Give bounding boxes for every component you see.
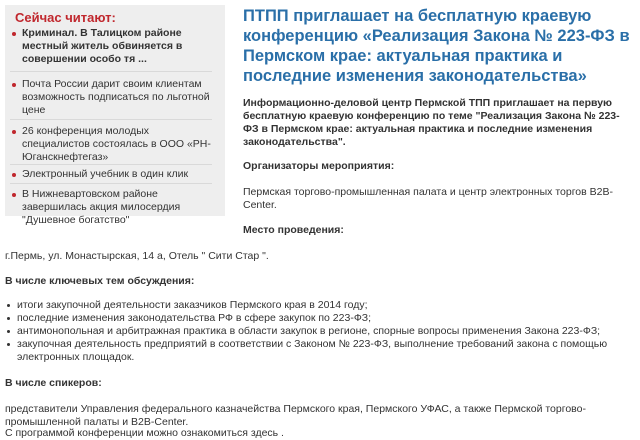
news-item-1[interactable] <box>6 27 216 66</box>
list-item: антимонопольная и арбитражная практика в области закупок в регионе, спорные вопросы применения Закона 223-ФЗ; <box>5 325 625 338</box>
news-link[interactable]: Почта России дарит своим клиентам возможность подписаться по льготной цене <box>22 78 210 116</box>
topics-heading: В числе ключевых тем обсуждения: <box>5 275 195 287</box>
news-item-2[interactable] <box>6 78 216 117</box>
topics-list <box>5 299 625 364</box>
list-item: последние изменения законодательства РФ в сфере закупок по 223-ФЗ; <box>5 312 625 325</box>
article-lead: Информационно-деловой центр Пермской ТПП приглашает на первую бесплатную краевую конференцию по теме "Реализация Закона № 223-ФЗ в Пермском крае: актуальная практика и последние изменения законодательства". <box>243 97 620 148</box>
news-item-3[interactable] <box>6 125 216 164</box>
news-link[interactable]: Электронный учебник в один клик <box>22 168 189 180</box>
news-item-4[interactable] <box>6 168 216 181</box>
bullet-icon <box>7 304 10 307</box>
venue-heading: Место проведения: <box>243 224 344 236</box>
bullet-icon <box>12 32 16 36</box>
speakers-text: представители Управления федерального казначейства Пермского края, Пермского УФАС, а также Пермской торгово-промышленной палаты и B2B-Center. <box>5 403 586 428</box>
divider <box>10 119 212 120</box>
program-link[interactable]: С программой конференции можно ознакомиться здесь . <box>5 427 284 439</box>
news-item-5[interactable] <box>6 188 216 227</box>
list-item: итоги закупочной деятельности заказчиков Пермского края в 2014 году; <box>5 299 625 312</box>
divider <box>10 71 212 72</box>
article-title: ПТПП приглашает на бесплатную краевую конференцию «Реализация Закона № 223-ФЗ в Пермском крае: актуальная практика и последние изменения законодательства» <box>243 7 630 85</box>
bullet-icon <box>12 83 16 87</box>
bullet-icon <box>12 193 16 197</box>
bullet-icon <box>12 130 16 134</box>
bullet-icon <box>7 343 10 346</box>
news-link[interactable]: 26 конференция молодых специалистов состоялась в ООО «РН-Юганскнефтегаз» <box>22 125 211 163</box>
now-reading-title: Сейчас читают: <box>15 10 116 25</box>
bullet-icon <box>7 317 10 320</box>
list-item: закупочная деятельность предприятий в соответствии с Законом № 223-ФЗ, выполнение требований закона с помощью электронных площадок. <box>5 338 625 364</box>
news-link[interactable]: Криминал. В Талицком районе местный житель обвиняется в совершении особо тя ... <box>22 27 183 65</box>
venue-text: г.Пермь, ул. Монастырская, 14 а, Отель " Сити Стар ". <box>5 250 269 262</box>
bullet-icon <box>12 173 16 177</box>
organizers-heading: Организаторы мероприятия: <box>243 160 395 172</box>
news-link[interactable]: В Нижневартовском районе завершилась акция милосердия "Душевное богатство" <box>22 188 181 226</box>
program-text[interactable] <box>5 427 620 440</box>
bullet-icon <box>7 330 10 333</box>
organizers-text: Пермская торгово-промышленная палата и центр электронных торгов B2B-Center. <box>243 186 613 211</box>
divider <box>10 164 212 165</box>
speakers-heading: В числе спикеров: <box>5 377 102 389</box>
divider <box>10 183 212 184</box>
